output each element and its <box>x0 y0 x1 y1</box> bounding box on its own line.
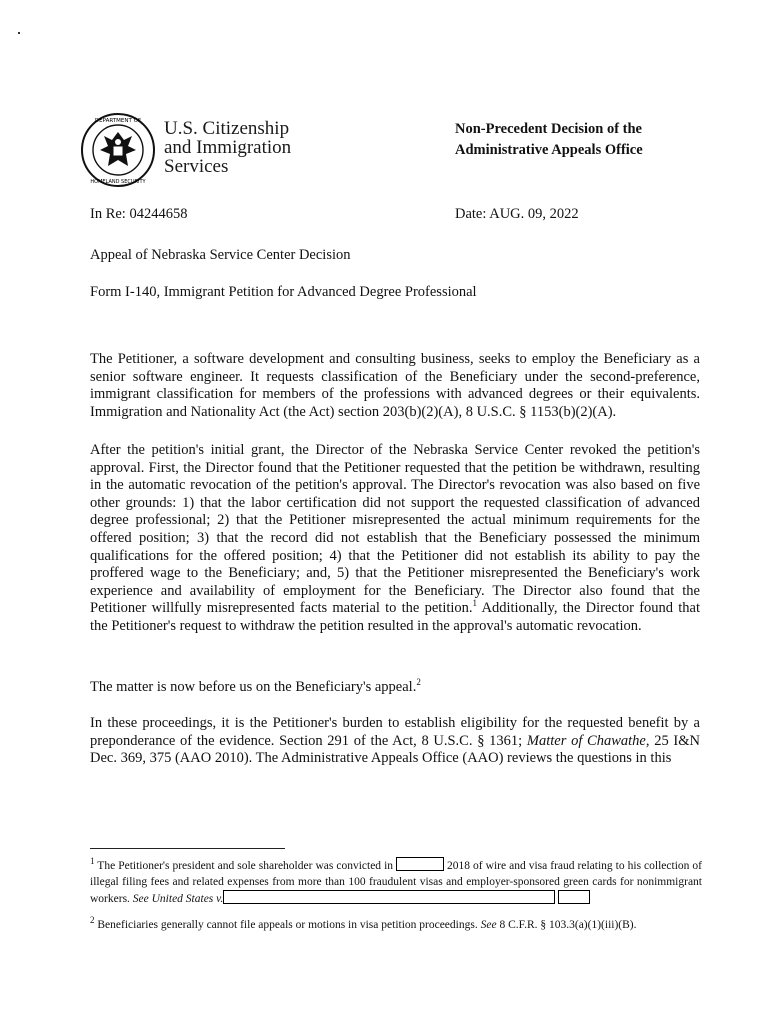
paragraph-4-text-b: , 25 I&N Dec. 369, 375 (AAO 2010). The Administrative Appeals Office (AAO) reviews the questions in this <box>90 732 700 767</box>
footnote-ref-2: 2 <box>416 677 421 688</box>
paragraph-4 <box>90 715 700 768</box>
agency-line-2: and Immigration <box>164 137 292 158</box>
footnote-2-text-a: Beneficiaries generally cannot file appeals or motions in visa petition proceedings. <box>94 919 481 931</box>
paragraph-4-text-a: In these proceedings, it is the Petitioner's burden to establish eligibility for the requested benefit by a preponderance of the evidence. Section 291 of the Act, 8 U.S.C. § 1361; <box>90 715 700 749</box>
footnote-1-text-b: 2018 of wire and visa fraud relating to his collection of illegal filing fees and related expenses from more than 100 fraudulent visas and employer-sponsored green cards for nonimmigrant workers. <box>90 860 702 905</box>
seal-text-bottom: HOMELAND SECURITY <box>90 179 146 185</box>
paragraph-2-tail: Additionally, the Director found that the Petitioner's request to withdraw the petition resulted in the approval's automatic revocation. <box>90 600 701 634</box>
redaction-box <box>396 857 444 871</box>
agency-line-1: U.S. Citizenship <box>164 118 290 139</box>
footnote-1-number: 1 <box>90 856 95 867</box>
case-number: In Re: 04244658 <box>90 206 188 222</box>
paragraph-2-text: After the petition's initial grant, the Director of the Nebraska Service Center revoked the petition's approval. First, the Director found that the Petitioner requested that the petition be withdrawn, resulting in the automatic revocation of the petition's approval. The Director's revocation was also based on five other grounds: 1) that the labor certification did not support the requested classification of advanced degree professional; 2) that the Petitioner misrepresented the actual minimum requirements for the offered position; 3) that the record did not establish that the Beneficiary possessed the minimum qualifications for the offered position; 4) that the Petitioner did not establish its ability to pay the proffered wage to the Beneficiary; and, 5) that the Petitioner misrepresented the Beneficiary's work experience and availability of employment for the Beneficiary. The Director also found that the Petitioner willfully misrepresented facts material to the petition. <box>90 442 700 617</box>
footnote-1-see: See United States v. <box>132 893 224 905</box>
seal-text-top: DEPARTMENT OF <box>94 118 142 124</box>
decision-line-2: Administrative Appeals Office <box>455 142 643 158</box>
footnote-2 <box>90 915 702 934</box>
agency-line-3: Services <box>164 156 229 177</box>
footnote-2-number: 2 <box>90 915 95 926</box>
appeal-line: Appeal of Nebraska Service Center Decision <box>90 247 351 263</box>
decision-line-1: Non-Precedent Decision of the <box>455 121 642 137</box>
scan-speck <box>18 32 20 34</box>
footnote-2-see: See <box>480 919 497 931</box>
footnote-ref-1: 1 <box>472 598 478 609</box>
case-citation: Matter of Chawathe <box>526 732 646 749</box>
paragraph-3-text: The matter is now before us on the Beneficiary's appeal. <box>90 679 417 695</box>
decision-date: Date: AUG. 09, 2022 <box>455 206 579 222</box>
paragraph-3 <box>90 679 700 697</box>
paragraph-1: The Petitioner, a software development and consulting business, seeks to employ the Beneficiary as a senior software engineer. It requests classification of the Beneficiary under the second-preference, immigrant classification for members of the professions with advanced degrees or their equivalents. Immigration and Nationality Act (the Act) section 203(b)(2)(A), 8 U.S.C. § 1153(b)(2)(A). <box>90 351 700 420</box>
form-line: Form I-140, Immigrant Petition for Advanced Degree Professional <box>90 284 477 300</box>
footnote-2-text-b: 8 C.F.R. § 103.3(a)(1)(iii)(B). <box>496 919 637 931</box>
footnote-1 <box>90 857 702 908</box>
footnote-divider <box>90 848 285 849</box>
footnote-1-text-a: The Petitioner's president and sole shareholder was convicted in <box>94 860 397 872</box>
decision-type <box>455 119 643 161</box>
paragraph-2 <box>90 442 700 636</box>
redaction-box <box>223 890 555 904</box>
dhs-seal-icon <box>80 112 156 188</box>
redaction-box <box>558 890 590 904</box>
agency-name <box>164 119 291 176</box>
